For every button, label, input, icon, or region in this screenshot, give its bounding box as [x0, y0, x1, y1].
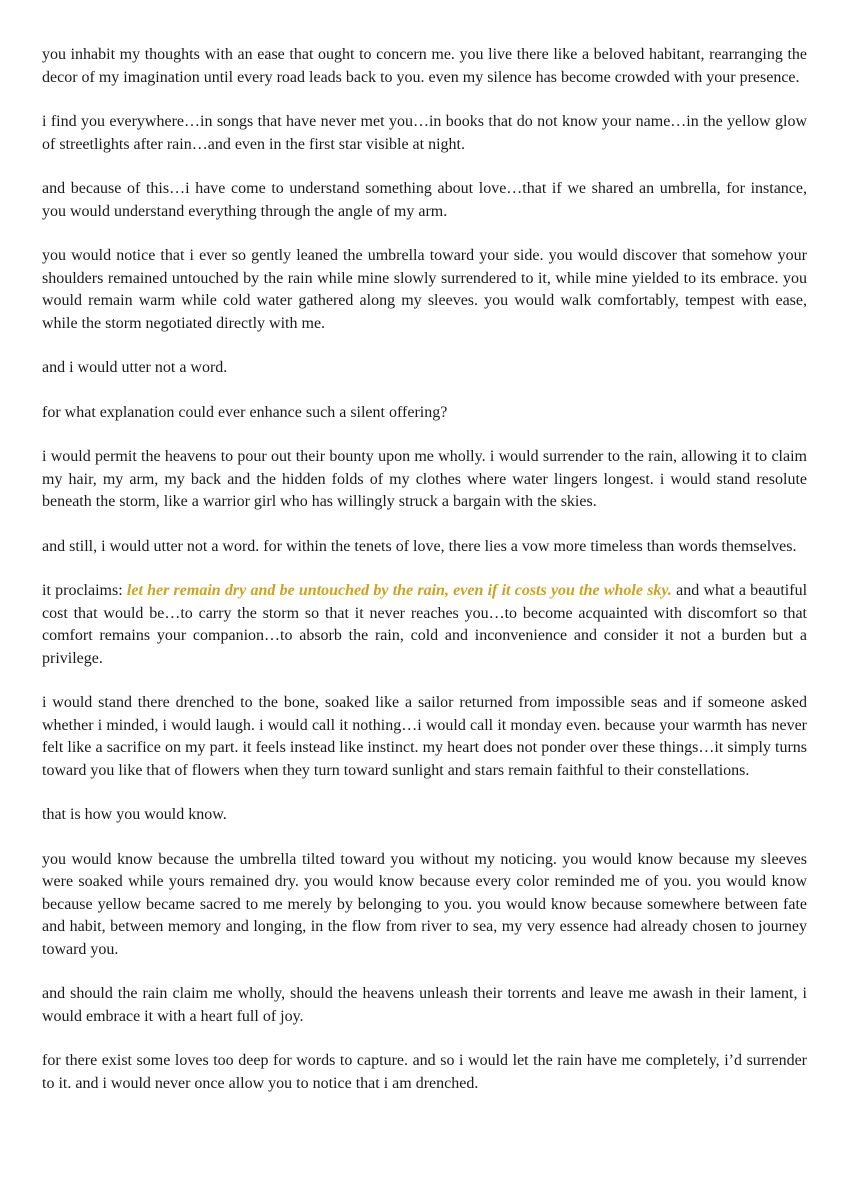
paragraph-2: i find you everywhere…in songs that have never met you…in books that do not know your name…in the yellow glow of streetlights after rain…and even in the first star visible at night.	[42, 113, 807, 153]
paragraph-1: you inhabit my thoughts with an ease that ought to concern me. you live there like a beloved habitant, rearranging the decor of my imagination until every road leads back to you. even my silence has become crowded with your presence.	[42, 46, 807, 86]
document-body	[42, 44, 807, 1117]
proclaim-rest: and what a beautiful cost that would be…to carry the storm so that it never reaches you…to become acquainted with discomfort so that comfort remains your companion…to absorb the rain, cold and inconvenience and consider it not a burden but a privilege.	[42, 582, 808, 667]
paragraph-13: and should the rain claim me wholly, should the heavens unleash their torrents and leave me awash in their lament, i would embrace it with a heart full of joy.	[42, 985, 807, 1025]
paragraph-5: and i would utter not a word.	[42, 359, 228, 376]
paragraph-7: i would permit the heavens to pour out their bounty upon me wholly. i would surrender to the rain, allowing it to claim my hair, my arm, my back and the hidden folds of my clothes where water lingers longest. i would stand resolute beneath the storm, like a warrior girl who has willingly struck a bargain with the skies.	[42, 448, 807, 510]
paragraph-14: for there exist some loves too deep for words to capture. and so i would let the rain have me completely, i’d surrender to it. and i would never once allow you to notice that i am drenched.	[42, 1052, 807, 1092]
paragraph-10: i would stand there drenched to the bone, soaked like a sailor returned from impossible seas and if someone asked whether i minded, i would laugh. i would call it nothing…i would call it monday even. because your warmth has never felt like a sacrifice on my part. it feels instead like instinct. my heart does not ponder over these things…it simply turns toward you like that of flowers when they turn toward sunlight and stars remain faithful to their constellations.	[42, 694, 807, 779]
proclaim-lead: it proclaims:	[42, 582, 127, 599]
proclaim-highlight: let her remain dry and be untouched by the rain, even if it costs you the whole sky.	[126, 582, 672, 599]
paragraph-12: you would know because the umbrella tilted toward you without my noticing. you would know because my sleeves were soaked while yours remained dry. you would know because every color reminded me of you. you would know because yellow became sacred to me merely by belonging to you. you would know because somewhere between fate and habit, between memory and longing, in the flow from river to sea, my very essence had already chosen to journey toward you.	[42, 850, 807, 958]
paragraph-4: you would notice that i ever so gently leaned the umbrella toward your side. you would discover that somehow your shoulders remained untouched by the rain while mine slowly surrendered to it, while mine yielded to its embrace. you would remain warm while cold water gathered along my sleeves. you would walk comfortably, tempest with ease, while the storm negotiated directly with me.	[42, 247, 807, 332]
paragraph-3: and because of this…i have come to understand something about love…that if we shared an umbrella, for instance, you would understand everything through the angle of my arm.	[42, 180, 807, 220]
paragraph-8: and still, i would utter not a word. for within the tenets of love, there lies a vow more timeless than words themselves.	[42, 537, 797, 555]
paragraph-6: for what explanation could ever enhance such a silent offering?	[42, 403, 448, 421]
paragraph-proclaim	[42, 580, 807, 670]
paragraph-11: that is how you would know.	[42, 806, 227, 823]
